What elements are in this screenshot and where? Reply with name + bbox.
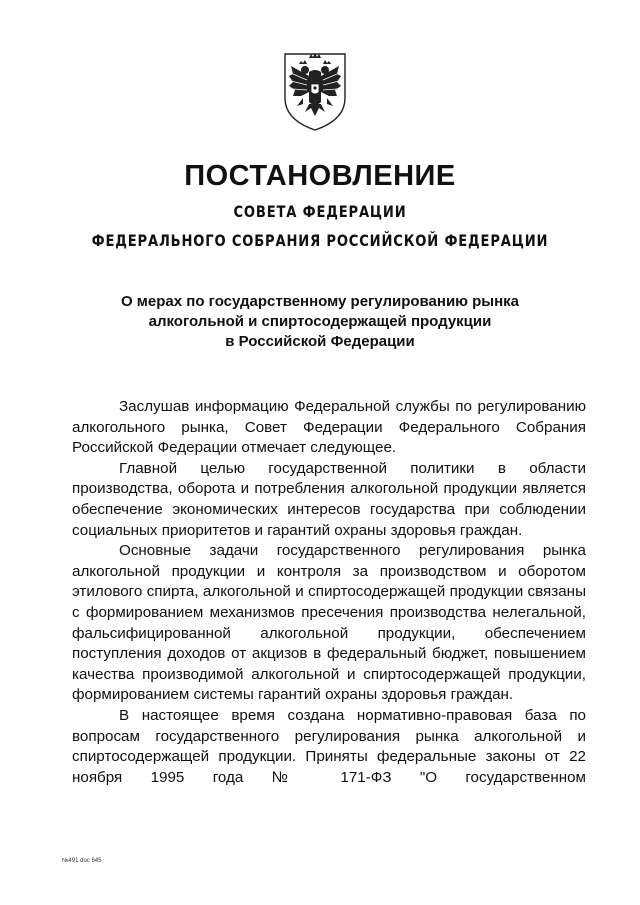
issuer-line-1: СОВЕТА ФЕДЕРАЦИИ bbox=[233, 202, 407, 221]
issuer-line-2: ФЕДЕРАЛЬНОГО СОБРАНИЯ РОССИЙСКОЙ ФЕДЕРАЦИИ bbox=[91, 231, 549, 250]
paragraph: Основные задачи государственного регулирования рынка алкогольной продукции и контроля за производством и оборотом этилового спирта, алкогольной и спиртосодержащей продукции связаны с формированием механизмов пресечения производства нелегальной, фальсифицированной алкогольной продукции, обеспечением поступления доходов от акцизов в федеральный бюджет, повышением качества производимой алкогольной и спиртосодержащей продукции, формированием системы гарантий охраны здоровья граждан. bbox=[72, 542, 586, 704]
document-body bbox=[72, 397, 586, 788]
footer-document-code: №491 doc 645 bbox=[62, 858, 102, 864]
heading-line: алкогольной и спиртосодержащей продукции bbox=[148, 313, 492, 330]
russian-coat-of-arms-icon bbox=[279, 50, 351, 132]
heading-line: в Российской Федерации bbox=[225, 333, 415, 350]
paragraph: Заслушав информацию Федеральной службы по регулированию алкогольного рынка, Совет Федерации Федерального Собрания Российской Федерации отмечает следующее. bbox=[72, 398, 586, 457]
document-title: ПОСТАНОВЛЕНИЕ bbox=[184, 160, 456, 192]
paragraph: Главной целью государственной политики в области производства, оборота и потребления алкогольной продукции является обеспечение экономических интересов государства при соблюдении социальных приоритетов и гарантий охраны здоровья граждан. bbox=[72, 459, 586, 539]
resolution-heading bbox=[0, 292, 640, 352]
paragraph: В настоящее время создана нормативно-правовая база по вопросам государственного регулирования рынка алкогольной и спиртосодержащей продукции. Приняты федеральные законы от 22 ноября 1995 года № 171-ФЗ "О государственном bbox=[72, 706, 586, 786]
heading-line: О мерах по государственному регулированию рынка bbox=[120, 293, 520, 310]
